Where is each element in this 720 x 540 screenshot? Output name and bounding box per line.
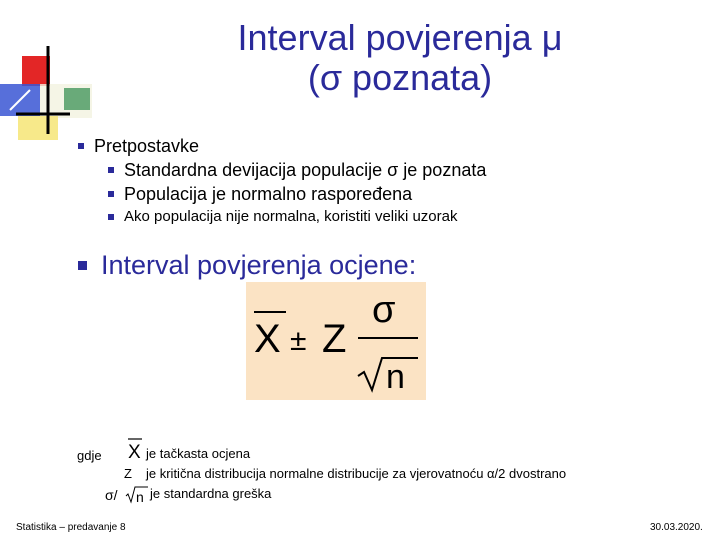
bullet-sub-2 [108,182,486,206]
bullet-sub-1 [108,158,486,182]
legend-gdje: gdje [77,448,102,463]
formula-sigma: σ [372,289,396,331]
footer-left: Statistika – predavanje 8 [16,522,126,533]
footer-date: 30.03.2020. [650,522,703,533]
slide-logo-icon [0,0,100,140]
assumptions-list [78,134,486,228]
title-line-2: (σ poznata) [307,57,493,98]
bullet-square-icon [108,214,114,220]
legend-sigma-text: σ/ [105,487,118,503]
bullet-sub-3-text: Ako populacija nije normalna, koristiti veliki uzorak [124,208,458,225]
section-heading-text: Interval povjerenja ocjene: [101,250,417,280]
legend-line-1: je tačkasta ocjena [146,446,251,461]
bullet-sub-1-text: Standardna devijacija populacije σ je poznata [124,160,487,180]
formula-pm: ± [290,324,307,357]
bullet-square-icon [108,167,114,173]
formula-graphic [246,282,426,400]
legend-line-2: je kritična distribucija normalne distribucije za vjerovatnoću α/2 dvostrano [146,466,567,481]
formula-z: Z [322,317,347,361]
formula-box [246,282,426,400]
legend-xbar-letter: X [128,442,141,460]
bullet-square-icon [78,261,87,270]
bullet-sub-3 [108,206,486,228]
legend-xbar-symbol [126,436,146,460]
bullet-sub-2-text: Populacija je normalno raspoređena [124,184,413,204]
slide-title [190,18,610,98]
bullet-main-text: Pretpostavke [94,136,200,156]
formula-x: X [254,317,281,361]
legend-std-error-symbol [104,482,150,506]
legend-z-symbol: Z [124,466,132,481]
formula-n: n [386,358,405,396]
title-line-1: Interval povjerenja μ [237,17,563,58]
bullet-square-icon [108,191,114,197]
section-heading [78,250,416,281]
bullet-square-icon [78,143,84,149]
legend-line-3: je standardna greška [150,486,272,501]
bullet-main [78,134,486,158]
legend-n-text: n [136,489,144,505]
